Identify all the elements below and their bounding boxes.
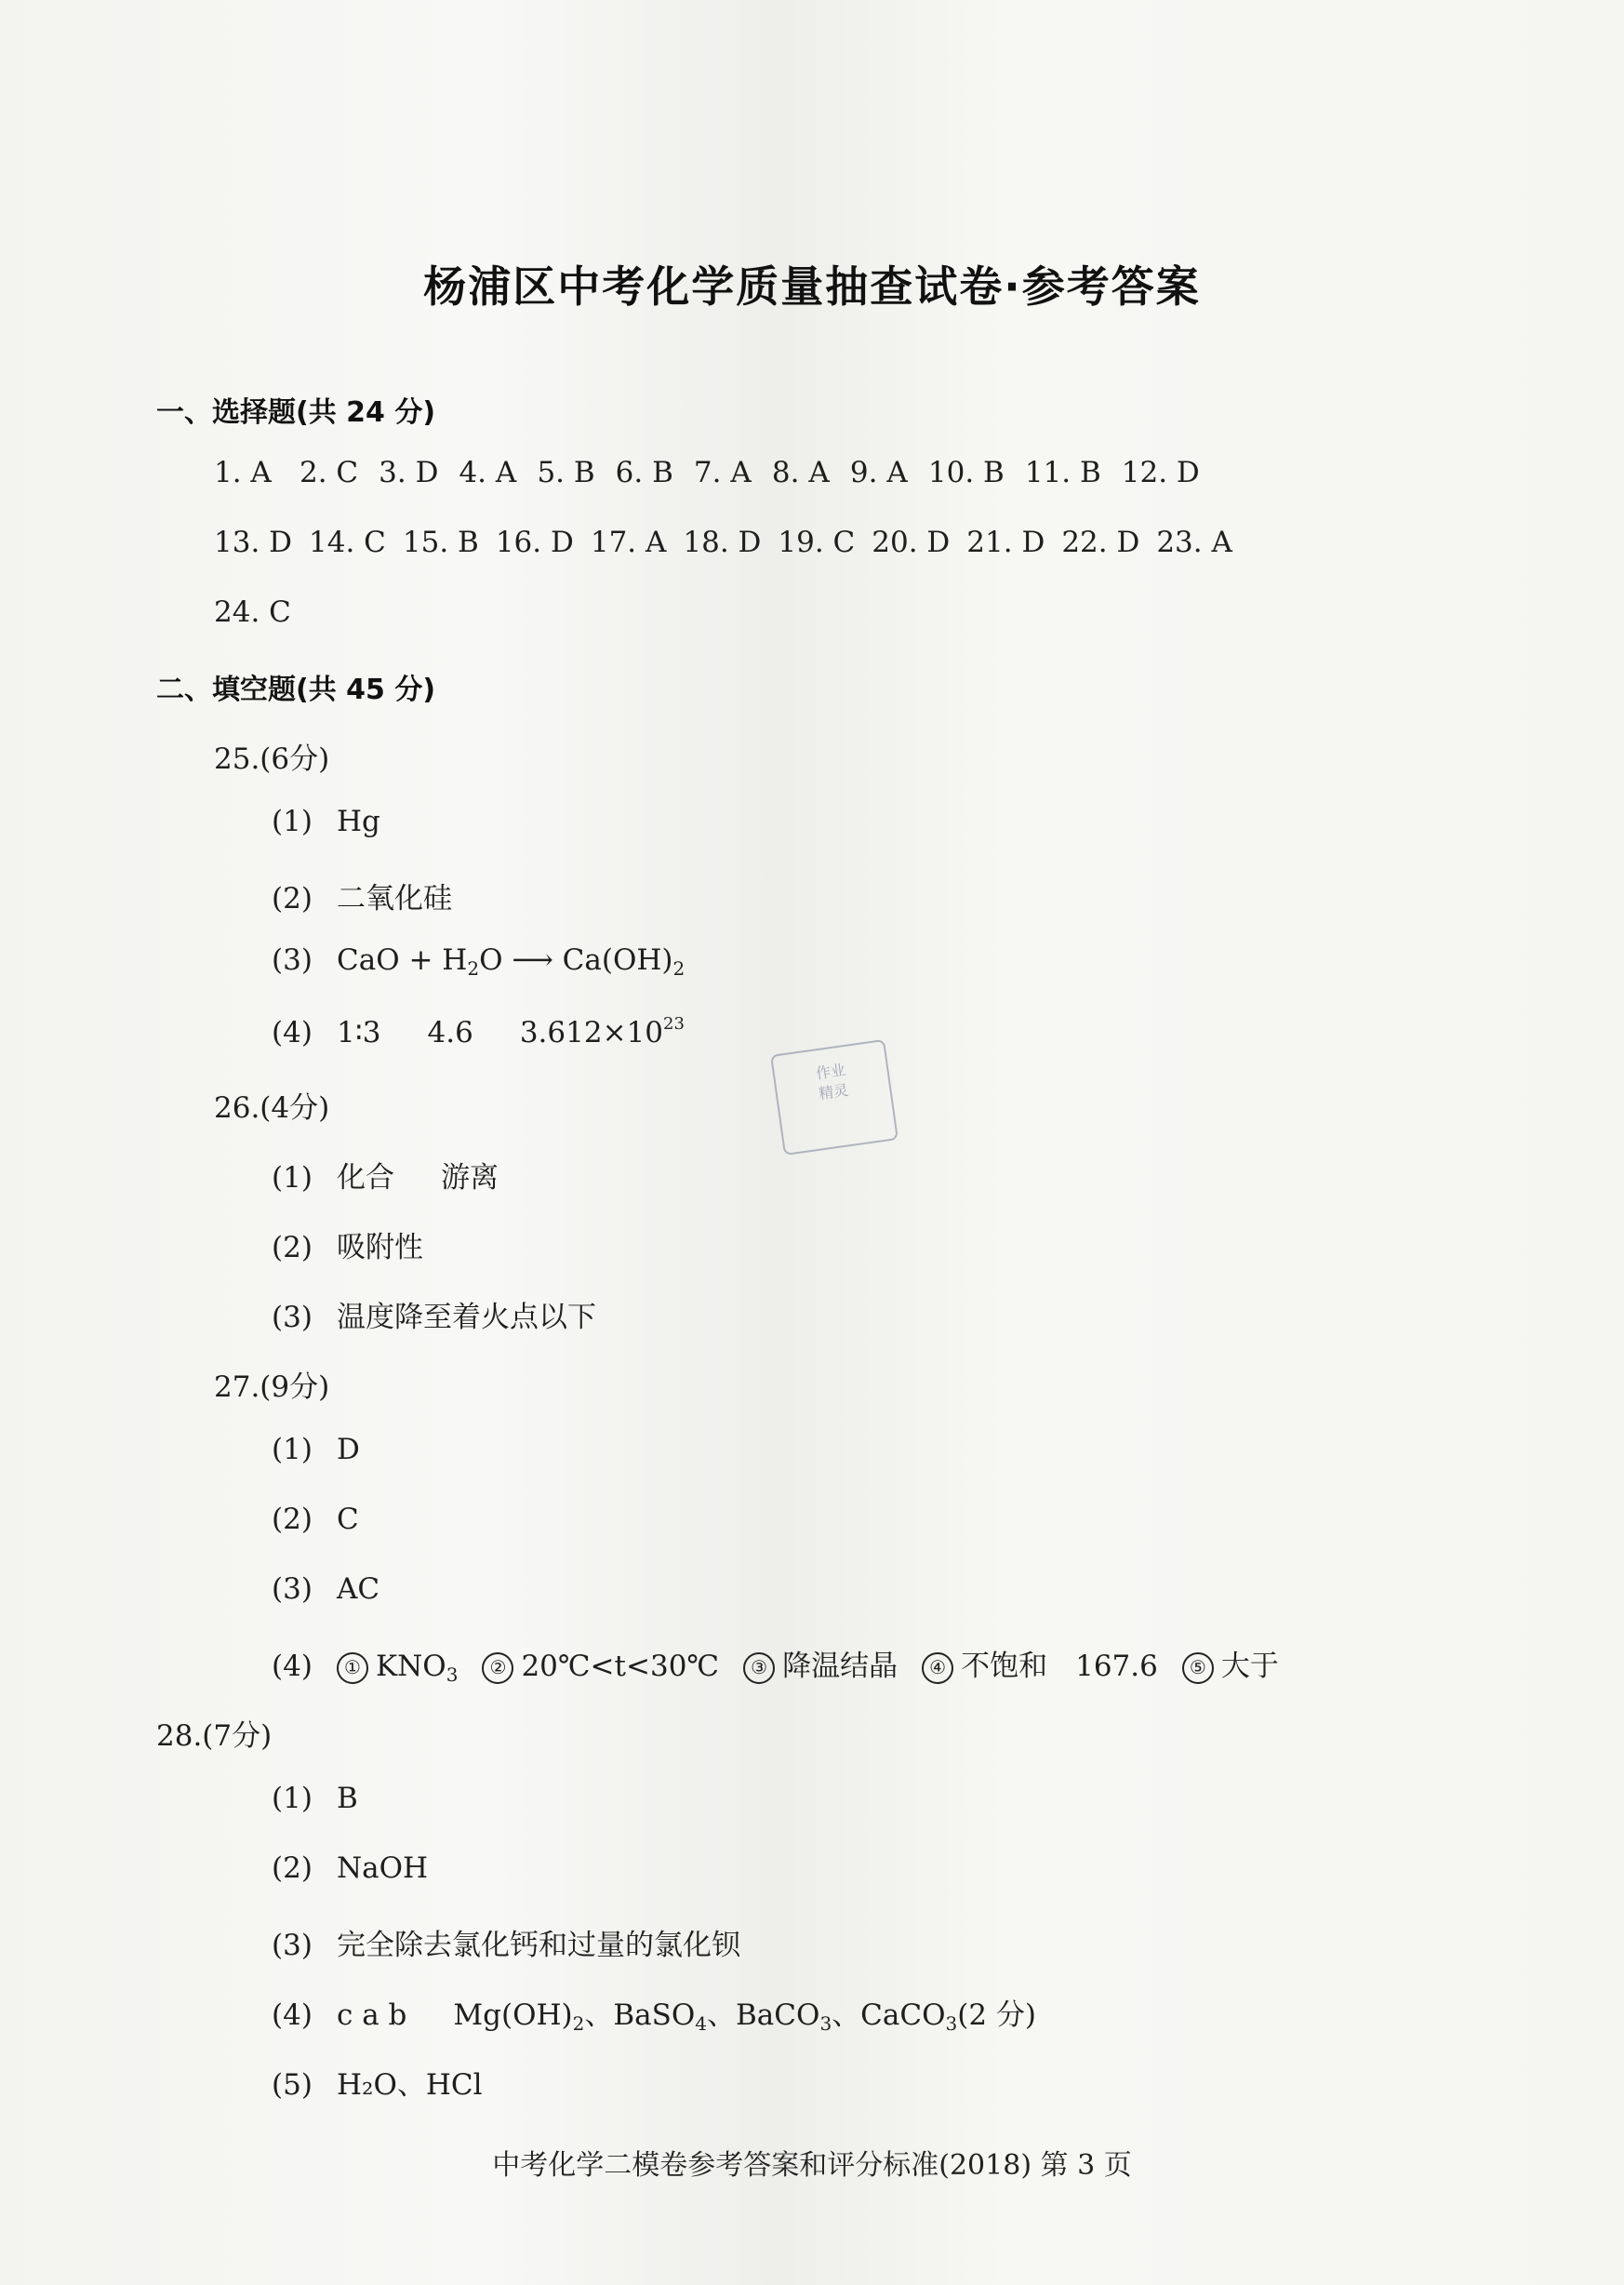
question-26-head: 26.(4分) xyxy=(214,1091,330,1125)
q26-answer-3: (3) 温度降至着火点以下 xyxy=(272,1301,596,1334)
mc-answer: 3. D xyxy=(379,456,439,489)
mc-answer: 18. D xyxy=(683,526,762,559)
q25-answer-4: (4) 1∶3 4.6 $3.612\times 10^{23}$ xyxy=(272,1014,685,1049)
mc-answer: 12. D xyxy=(1121,456,1200,489)
mc-row-2 xyxy=(214,526,1249,559)
mc-answer: 23. A xyxy=(1156,526,1232,559)
q25-answer-2: (2) 二氧化硅 xyxy=(272,882,452,915)
q27-answer-2: (2) C xyxy=(272,1503,359,1536)
mc-answer: 17. A xyxy=(590,526,667,559)
mc-answer: 15. B xyxy=(402,526,479,559)
q26-answer-1: (1) 化合 游离 xyxy=(272,1161,499,1195)
mc-row-3 xyxy=(214,595,308,629)
stamp-logo: 作业 精灵 xyxy=(770,1039,899,1156)
q28-answer-2: (2) NaOH xyxy=(272,1851,429,1885)
q27-answer-1: (1) D xyxy=(272,1433,360,1466)
mc-answer: 10. B xyxy=(927,456,1005,489)
q28-answer-5: (5) H₂O、HCl xyxy=(272,2068,483,2102)
mc-answer: 8. A xyxy=(771,456,830,489)
mc-answer: 7. A xyxy=(693,456,752,489)
mc-answer: 19. C xyxy=(778,526,856,559)
mc-answer: 22. D xyxy=(1061,526,1140,559)
mc-answer: 16. D xyxy=(495,526,574,559)
q28-answer-3: (3) 完全除去氯化钙和过量的氯化钡 xyxy=(272,1929,740,1962)
mc-answer: 13. D xyxy=(214,526,293,559)
question-25-head: 25.(6分) xyxy=(214,742,330,776)
mc-answer: 14. C xyxy=(309,526,386,559)
q27-answer-4: (4) ① $KNO_3$ ② 20℃<t<30℃ ③ 降温结晶 ④ 不饱和 167.6 ⑤ 大于 xyxy=(272,1650,1279,1686)
mc-row-1 xyxy=(214,456,1220,489)
question-28-head: 28.(7分) xyxy=(156,1719,273,1753)
mc-answer: 20. D xyxy=(872,526,951,559)
q26-answer-2: (2) 吸附性 xyxy=(272,1231,423,1264)
page-title: 杨浦区中考化学质量抽查试卷·参考答案 xyxy=(423,261,1201,312)
mc-answer: 4. A xyxy=(459,456,517,489)
question-27-head: 27.(9分) xyxy=(214,1370,330,1404)
mc-answer: 24. C xyxy=(214,595,291,629)
section-heading-fill: 二、填空题(共 45 分) xyxy=(156,674,436,706)
q25-answer-3: (3) CaO + $H_2O$ ⟶ $Ca(OH)_2$ xyxy=(272,943,686,980)
page-footer: 中考化学二模卷参考答案和评分标准(2018) 第 3 页 xyxy=(492,2149,1132,2182)
mc-answer: 9. A xyxy=(849,456,908,489)
mc-answer: 11. B xyxy=(1024,456,1101,489)
mc-answer: 6. B xyxy=(615,456,673,489)
q27-answer-3: (3) AC xyxy=(272,1572,380,1606)
q25-answer-1: (1) Hg xyxy=(272,805,380,838)
q28-answer-4: (4) c a b $Mg(OH)_2$、BaSO$_4$、BaCO$_3$、CaCO$_3$(2 分) xyxy=(272,1998,1037,2035)
mc-answer: 2. C xyxy=(300,456,359,489)
mc-answer: 1. A xyxy=(214,456,272,489)
section-heading-choice: 一、选择题(共 24 分) xyxy=(156,396,436,429)
mc-answer: 5. B xyxy=(537,456,595,489)
q28-answer-1: (1) B xyxy=(272,1782,358,1815)
mc-answer: 21. D xyxy=(966,526,1045,559)
